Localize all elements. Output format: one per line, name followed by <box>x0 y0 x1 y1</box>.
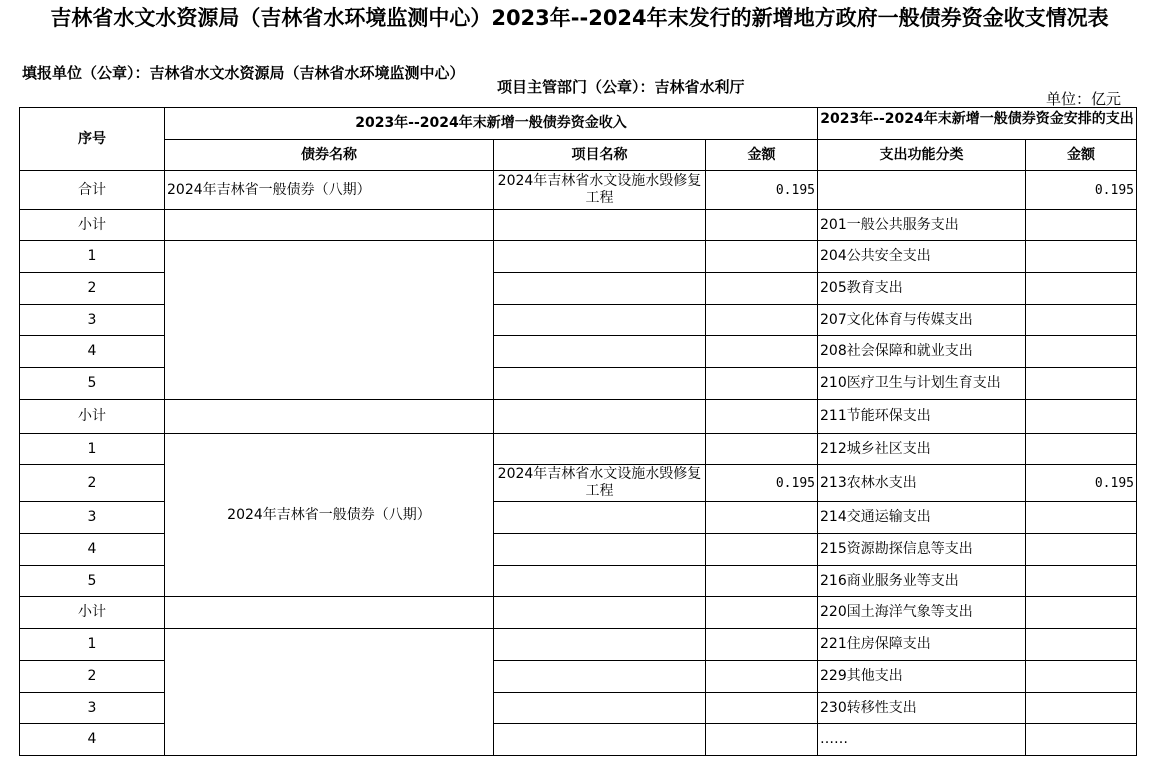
row-project-name <box>494 534 706 566</box>
group-income-amount: 0.195 <box>706 465 818 502</box>
row-expense-amount <box>1026 597 1137 629</box>
row-project-name <box>494 566 706 597</box>
row-income-amount <box>706 368 818 400</box>
row-project-name <box>494 210 706 241</box>
header-income-group: 2023年--2024年末新增一般债券资金收入 <box>165 108 818 140</box>
header-expense-group-text: 2023年--2024年末新增一般债券资金安排的支出 <box>820 110 1134 127</box>
bond-fund-table <box>19 107 1137 756</box>
header-seq: 序号 <box>20 108 165 171</box>
row-seq: 小计 <box>20 597 165 629</box>
row-project-name <box>494 368 706 400</box>
header-expense-category: 支出功能分类 <box>818 140 1026 171</box>
row-expense-amount <box>1026 400 1137 434</box>
row-expense-category: 212城乡社区支出 <box>818 434 1026 465</box>
total-bond-name: 2024年吉林省一般债券（八期） <box>165 171 494 210</box>
row-income-amount <box>706 629 818 661</box>
row-project-name <box>494 400 706 434</box>
row-seq: 4 <box>20 724 165 756</box>
row-expense-category: 201一般公共服务支出 <box>818 210 1026 241</box>
group-bond-name: 2024年吉林省一般债券（八期） <box>165 434 494 597</box>
row-expense-amount <box>1026 724 1137 756</box>
row-seq: 3 <box>20 693 165 724</box>
row-project-name <box>494 629 706 661</box>
table-row <box>20 400 1137 434</box>
row-expense-amount <box>1026 693 1137 724</box>
row-income-amount <box>706 724 818 756</box>
row-bond-name-merged <box>165 241 494 400</box>
row-bond-name-merged <box>165 629 494 756</box>
page-title: 吉林省水文水资源局（吉林省水环境监测中心）2023年--2024年末发行的新增地方政府一般债券资金收支情况表 <box>50 6 1109 30</box>
row-seq: 5 <box>20 566 165 597</box>
table-row <box>20 434 1137 465</box>
header-bond-name: 债券名称 <box>165 140 494 171</box>
total-project-name: 2024年吉林省水文设施水毁修复工程 <box>494 171 706 210</box>
row-expense-amount <box>1026 534 1137 566</box>
row-income-amount <box>706 693 818 724</box>
header-income-amount: 金额 <box>706 140 818 171</box>
row-expense-category: 230转移性支出 <box>818 693 1026 724</box>
row-bond-name <box>165 400 494 434</box>
row-expense-amount <box>1026 566 1137 597</box>
row-seq: 3 <box>20 502 165 534</box>
row-expense-category: 215资源勘探信息等支出 <box>818 534 1026 566</box>
row-income-amount <box>706 434 818 465</box>
row-seq: 2 <box>20 661 165 693</box>
total-row <box>20 171 1137 210</box>
row-expense-category: 216商业服务业等支出 <box>818 566 1026 597</box>
row-income-amount <box>706 241 818 273</box>
row-expense-amount <box>1026 273 1137 305</box>
row-project-name <box>494 434 706 465</box>
row-seq: 2 <box>20 273 165 305</box>
row-income-amount <box>706 597 818 629</box>
money-unit: 单位：亿元 <box>1045 90 1121 108</box>
row-seq: 1 <box>20 241 165 273</box>
row-seq: 2 <box>20 465 165 502</box>
row-expense-amount <box>1026 368 1137 400</box>
table-row <box>20 597 1137 629</box>
row-project-name <box>494 336 706 368</box>
row-expense-amount <box>1026 502 1137 534</box>
row-expense-category: 207文化体育与传媒支出 <box>818 305 1026 336</box>
row-income-amount <box>706 210 818 241</box>
row-expense-category: 210医疗卫生与计划生育支出 <box>818 368 1026 400</box>
row-expense-category: 213农林水支出 <box>818 465 1026 502</box>
row-seq: 1 <box>20 629 165 661</box>
row-expense-amount <box>1026 434 1137 465</box>
row-expense-category: 208社会保障和就业支出 <box>818 336 1026 368</box>
row-seq: 1 <box>20 434 165 465</box>
row-expense-amount <box>1026 661 1137 693</box>
row-expense-category: 204公共安全支出 <box>818 241 1026 273</box>
row-project-name <box>494 273 706 305</box>
row-project-name <box>494 597 706 629</box>
row-expense-amount <box>1026 241 1137 273</box>
total-expense-amount: 0.195 <box>1026 171 1137 210</box>
row-expense-category: …… <box>818 724 1026 756</box>
row-income-amount <box>706 502 818 534</box>
row-income-amount <box>706 336 818 368</box>
row-expense-category: 220国土海洋气象等支出 <box>818 597 1026 629</box>
row-bond-name <box>165 597 494 629</box>
row-seq: 3 <box>20 305 165 336</box>
row-expense-category: 214交通运输支出 <box>818 502 1026 534</box>
header-expense-amount: 金额 <box>1026 140 1137 171</box>
row-income-amount <box>706 661 818 693</box>
row-income-amount <box>706 566 818 597</box>
row-income-amount <box>706 400 818 434</box>
row-project-name <box>494 241 706 273</box>
total-expense-category <box>818 171 1026 210</box>
header-project-name: 项目名称 <box>494 140 706 171</box>
table-row <box>20 241 1137 273</box>
row-expense-category: 229其他支出 <box>818 661 1026 693</box>
group-project-name: 2024年吉林省水文设施水毁修复工程 <box>494 465 706 502</box>
total-income-amount: 0.195 <box>706 171 818 210</box>
row-project-name <box>494 724 706 756</box>
row-expense-amount <box>1026 336 1137 368</box>
row-bond-name <box>165 210 494 241</box>
row-seq: 4 <box>20 336 165 368</box>
row-income-amount <box>706 305 818 336</box>
row-project-name <box>494 502 706 534</box>
reporting-unit: 填报单位（公章）：吉林省水文水资源局（吉林省水环境监测中心） <box>22 64 465 82</box>
row-income-amount <box>706 273 818 305</box>
row-seq: 4 <box>20 534 165 566</box>
row-expense-amount <box>1026 305 1137 336</box>
row-expense-amount <box>1026 210 1137 241</box>
row-income-amount <box>706 534 818 566</box>
row-expense-amount <box>1026 629 1137 661</box>
row-expense-category: 221住房保障支出 <box>818 629 1026 661</box>
total-seq: 合计 <box>20 171 165 210</box>
row-expense-amount: 0.195 <box>1026 465 1137 502</box>
row-project-name <box>494 305 706 336</box>
supervising-department: 项目主管部门（公章）：吉林省水利厅 <box>497 78 745 96</box>
table-row <box>20 629 1137 661</box>
row-seq: 小计 <box>20 210 165 241</box>
row-seq: 小计 <box>20 400 165 434</box>
table-row <box>20 210 1137 241</box>
row-project-name <box>494 661 706 693</box>
row-expense-category: 211节能环保支出 <box>818 400 1026 434</box>
row-project-name <box>494 693 706 724</box>
header-expense-group <box>818 108 1137 140</box>
row-seq: 5 <box>20 368 165 400</box>
row-expense-category: 205教育支出 <box>818 273 1026 305</box>
